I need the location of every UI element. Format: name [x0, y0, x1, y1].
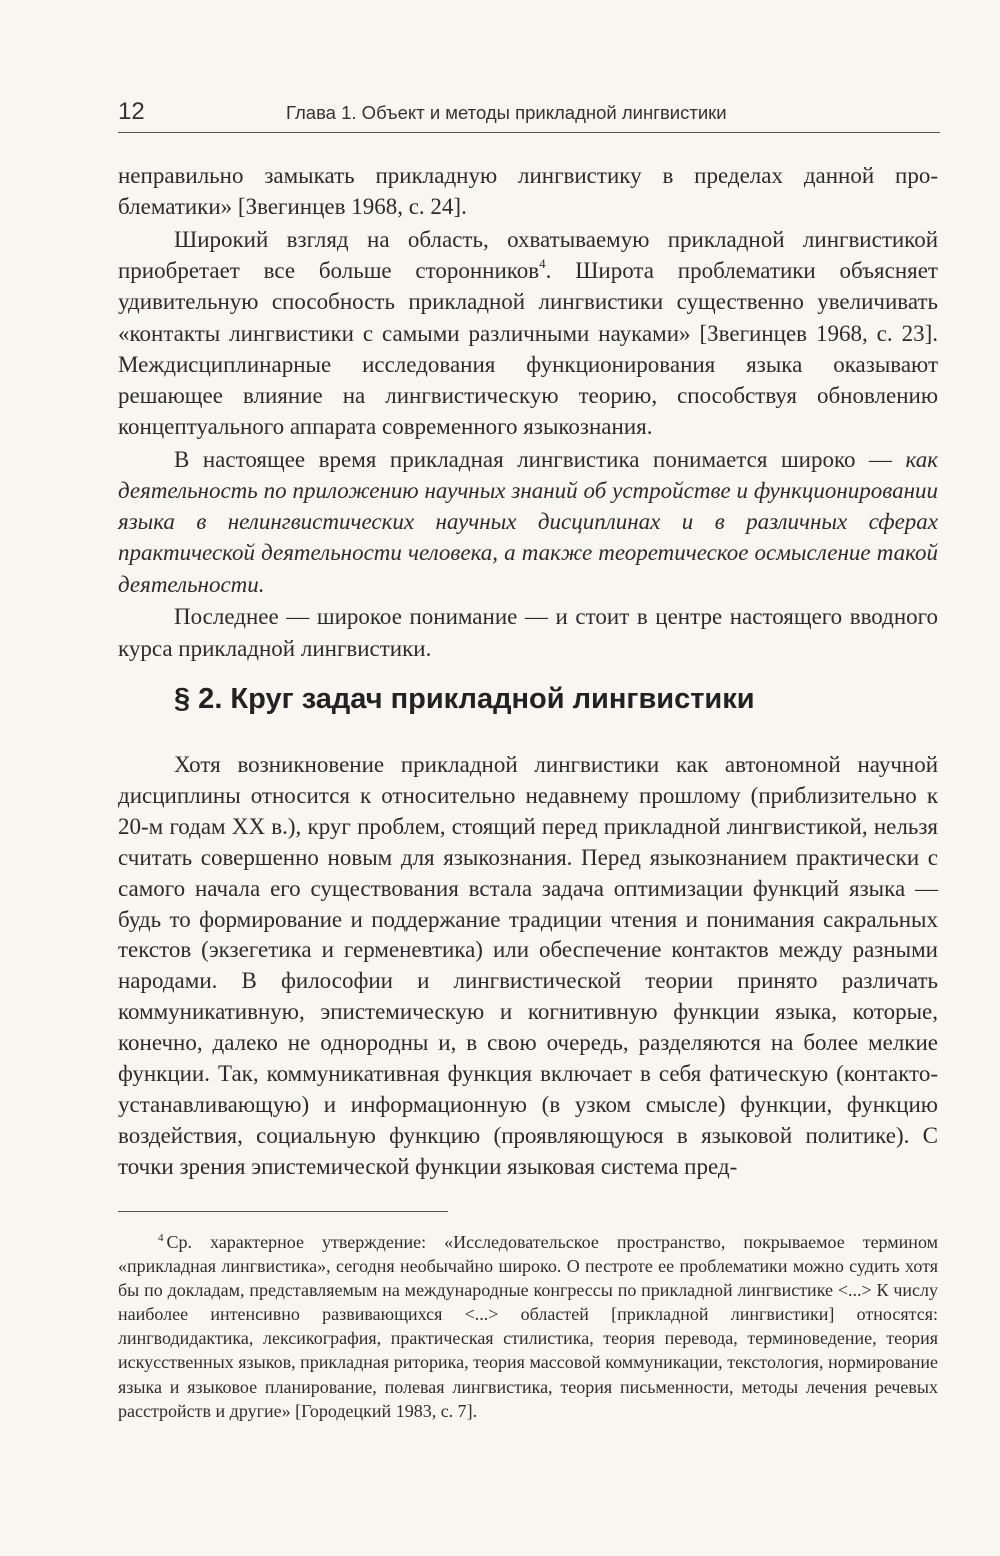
- section-body: [118, 750, 938, 1183]
- paragraph-2-rest: . Широта проблематики объясняет удивительную способность прикладной лингвистики существенно увеличивать «контакты лингвистики с самыми различными науками» [Звегинцев 1968, с. 23]. Междисциплинарные исследования функционирования языка оказывают решающее влияние на лингвистическую теорию, способствуя обновлению концептуального аппарата современного языкознания.: [118, 258, 938, 440]
- paragraph-2-start: Широкий взгляд на область, охватываемую прикладной лингвистикой приобретает все больше сторонников: [118, 226, 938, 284]
- section-heading: § 2. Круг задач прикладной лингвистики: [174, 683, 755, 715]
- footnote-paragraph: [118, 1230, 938, 1423]
- running-title: Глава 1. Объект и методы прикладной лингвистики: [286, 102, 727, 123]
- paragraph-1: неправильно замыкать прикладную лингвистику в пределах данной проблематики» [Звегинцев 1968, с. 24].: [118, 163, 938, 220]
- body-text: [118, 160, 938, 664]
- footnote-text: Ср. характерное утверждение: «Исследовательское пространство, покрываемое термином «прикладная лингвистика», сегодня необычайно широко. О пестроте ее проблематики можно судить хотя бы по докладам, представляемым на международные конгрессы по прикладной лингвистике <...> К числу наиболее интенсивно развивающихся <...> областей [прикладной лингвистики] относятся: лингводидактика, лексикография, практическая стилистика, теория перевода, терминоведение, теория искусственных языков, прикладная риторика, теория массовой коммуникации, текстология, нормирование языка и языковое планирование, полевая лингвистика, теория письменности, методы лечения речевых расстройств и другие» [Городецкий 1983, с. 7].: [118, 1232, 938, 1421]
- footnote: [118, 1230, 938, 1423]
- footnote-mark: 4: [158, 1232, 164, 1244]
- page-number: 12: [118, 98, 145, 125]
- section-paragraph: Хотя возникновение прикладной лингвистики как автономной научной дисциплины относится к относительно недавнему прошлому (приблизительно к 20-м годам XX в.), круг проблем, стоящий перед прикладной лингвистикой, нельзя считать совершенно новым для языкознания. Перед языкознанием практически с самого начала его существования встала задача оптимизации функций языка — будь то формирование и поддержание традиции чтения и понимания сакральных текстов (экзегетика и герменевтика) или обеспечение контактов между разными народами. В философии и лингвистической теории принято различать коммуникативную, эпистемическую и когнитивную функции языка, которые, конечно, далеко не однородны и, в свою очередь, разделяются на более мелкие функции. Так, коммуникативная функция включает в себя фатическую (контактоустанавливающую) и информационную (в узком смысле) функции, функцию воздействия, социальную функцию (проявляющуюся в языковой политике). С точки зрения эпистемической функции языковая система пред-: [118, 752, 938, 1179]
- definition-italic: как деятельность по приложению научных знаний об устройстве и функционировании языка в нелингвистических научных дисциплинах и в различных сферах практической деятельности человека, а также теоретическое осмысление такой деятельности.: [118, 446, 938, 597]
- page-header: [118, 96, 940, 133]
- footnote-divider: [118, 1211, 448, 1212]
- paragraph-2: [118, 224, 938, 442]
- paragraph-4: Последнее — широкое понимание — и стоит в центре настоящего вводного курса прикладной лингвистики.: [118, 604, 938, 661]
- paragraph-3-start: В настоящее время прикладная лингвистика понимается широко —: [174, 446, 906, 472]
- paragraph-3: [118, 444, 938, 600]
- footnote-ref[interactable]: 4: [539, 256, 546, 272]
